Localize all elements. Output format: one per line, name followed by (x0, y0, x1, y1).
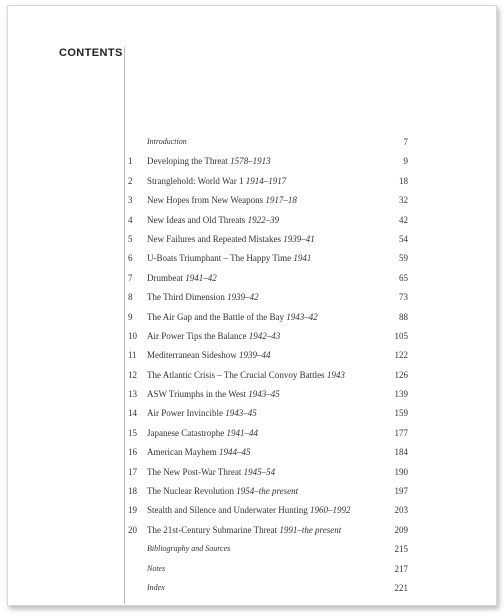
toc-entry-title-text: The New Post-War Threat (147, 466, 244, 477)
toc-entry-page: 177 (394, 427, 408, 438)
toc-entry-number: 20 (128, 524, 137, 535)
contents-heading: CONTENTS (59, 47, 123, 59)
toc-entry-title (147, 174, 286, 188)
toc-entry-title (147, 348, 270, 362)
toc-entry-dates: 1941–44 (226, 427, 258, 438)
toc-entry-dates: 1943–45 (225, 408, 257, 419)
toc-entry (128, 329, 408, 348)
toc-entry-title (147, 271, 217, 285)
toc-entry-title (147, 523, 341, 537)
toc-entry-title-text: Developing the Threat (147, 156, 231, 167)
toc-entry-title (147, 310, 318, 324)
toc-entry (128, 174, 408, 193)
toc-entry-page: 9 (403, 156, 408, 167)
table-of-contents (128, 135, 408, 600)
toc-entry-title-text: The Air Gap and the Battle of the Bay (147, 311, 287, 322)
toc-entry-title (147, 154, 271, 168)
toc-entry-title (147, 465, 275, 479)
toc-entry-number: 15 (128, 427, 137, 438)
toc-entry-number: 8 (128, 292, 133, 303)
toc-entry-number: 17 (128, 466, 137, 477)
toc-entry-number: 12 (128, 369, 137, 380)
toc-entry-title-text: The 21st-Century Submarine Threat (147, 524, 280, 535)
toc-entry-title (147, 503, 350, 517)
toc-entry-page: 32 (399, 195, 408, 206)
toc-entry-title-text: New Failures and Repeated Mistakes (147, 233, 284, 244)
toc-entry-title (147, 290, 259, 304)
toc-entry-number: 13 (128, 389, 137, 400)
toc-entry-page: 65 (399, 272, 408, 283)
toc-entry-number: 16 (128, 447, 137, 458)
toc-entry-number: 10 (128, 330, 137, 341)
toc-entry-dates: 1954–the present (236, 486, 299, 497)
toc-entry-page: 139 (394, 389, 408, 400)
toc-entry-title-text: Air Power Invincible (147, 408, 226, 419)
toc-entry-dates: 1942–43 (248, 330, 281, 341)
toc-entry-dates: 1939–42 (227, 292, 259, 303)
toc-entry-title (147, 445, 250, 459)
toc-entry-title-text: Japanese Catastrophe (147, 427, 227, 438)
toc-entry (128, 310, 408, 329)
toc-entry (128, 271, 408, 290)
toc-entry-number: 5 (128, 233, 133, 244)
toc-entry-title-text: Bibliography and Sources (147, 544, 231, 554)
toc-entry (128, 523, 408, 542)
toc-entry-page: 221 (394, 582, 408, 593)
toc-entry-page: 184 (394, 447, 408, 458)
toc-entry-title-text: Drumbeat (147, 272, 186, 283)
toc-entry-title (147, 581, 165, 595)
toc-entry (128, 426, 408, 445)
toc-entry (128, 135, 408, 154)
toc-entry-page: 126 (394, 369, 408, 380)
toc-entry-page: 88 (399, 311, 408, 322)
toc-entry-page: 73 (399, 292, 408, 303)
toc-entry-title (147, 387, 280, 401)
toc-entry-dates: 1945–54 (243, 466, 276, 477)
toc-entry-title-text: Notes (147, 563, 166, 573)
toc-entry-number: 19 (128, 505, 137, 516)
toc-entry-title (147, 213, 279, 227)
book-page (7, 5, 497, 606)
toc-entry-page: 203 (394, 505, 408, 516)
toc-entry-number: 9 (128, 311, 133, 322)
toc-entry (128, 213, 408, 232)
toc-entry-dates: 1922–39 (247, 214, 280, 225)
toc-entry-dates: 1943–45 (248, 389, 280, 400)
toc-entry-title (147, 484, 298, 498)
toc-entry-page: 7 (403, 137, 408, 147)
toc-entry-title-text: The Nuclear Revolution (147, 486, 237, 497)
toc-entry-title-text: The Atlantic Crisis – The Crucial Convoy Battles (147, 369, 327, 380)
toc-entry-title-text: American Mayhem (147, 447, 219, 458)
toc-entry (128, 542, 408, 561)
toc-entry-title (147, 193, 297, 207)
toc-entry-page: 215 (394, 544, 408, 555)
toc-entry-title (147, 329, 280, 343)
toc-entry-page: 217 (394, 563, 408, 574)
toc-entry-title-text: Index (147, 582, 165, 592)
toc-entry-number: 4 (128, 214, 133, 225)
toc-entry-title-text: The Third Dimension (147, 292, 228, 303)
toc-entry-number: 18 (128, 486, 137, 497)
toc-entry-dates: 1917–18 (265, 195, 297, 206)
toc-entry-title (147, 562, 165, 576)
toc-entry-number: 6 (128, 253, 133, 264)
toc-entry-number: 2 (128, 175, 133, 186)
toc-entry (128, 251, 408, 270)
toc-entry-title (147, 251, 311, 265)
toc-entry-dates: 1960–1992 (309, 505, 351, 516)
toc-entry-title (147, 426, 258, 440)
toc-entry-page: 18 (399, 175, 408, 186)
toc-entry-dates: 1943 (326, 369, 345, 380)
toc-entry (128, 406, 408, 425)
toc-entry-dates: 1941–42 (185, 272, 217, 283)
toc-entry-title (147, 368, 345, 382)
toc-entry-dates: 1944–45 (218, 447, 251, 458)
toc-entry-page: 42 (399, 214, 408, 225)
toc-entry (128, 154, 408, 173)
toc-entry-dates: 1914–1917 (245, 175, 287, 186)
toc-entry-page: 159 (394, 408, 408, 419)
toc-entry-page: 54 (399, 233, 408, 244)
toc-entry (128, 562, 408, 581)
toc-entry-page: 122 (394, 350, 408, 361)
toc-entry-title-text: Air Power Tips the Balance (147, 330, 249, 341)
toc-entry-dates: 1943–42 (286, 311, 318, 322)
toc-entry-number: 7 (128, 272, 133, 283)
toc-entry-page: 105 (394, 330, 408, 341)
toc-entry-page: 59 (399, 253, 408, 264)
toc-entry (128, 368, 408, 387)
toc-entry (128, 387, 408, 406)
toc-entry-dates: 1991–the present (279, 524, 342, 535)
toc-entry-dates: 1578–1913 (230, 156, 271, 167)
toc-entry (128, 232, 408, 251)
toc-entry-number: 14 (128, 408, 137, 419)
toc-entry (128, 581, 408, 600)
toc-entry-title (147, 406, 257, 420)
toc-entry-title (147, 232, 315, 246)
toc-entry-title-text: New Ideas and Old Threats (147, 214, 248, 225)
toc-entry-page: 190 (394, 466, 408, 477)
toc-entry-title-text: Stealth and Silence and Underwater Hunting (147, 505, 310, 516)
toc-entry-number: 11 (128, 350, 137, 361)
toc-entry (128, 465, 408, 484)
toc-entry-page: 197 (394, 486, 408, 497)
vertical-rule (124, 47, 125, 604)
toc-entry-title-text: Introduction (147, 137, 187, 146)
toc-entry (128, 348, 408, 367)
toc-entry-number: 1 (128, 156, 133, 167)
toc-entry (128, 484, 408, 503)
toc-entry-title-text: New Hopes from New Weapons (147, 195, 266, 206)
toc-entry-title-text: ASW Triumphs in the West (147, 389, 249, 400)
toc-entry-dates: 1939–44 (238, 350, 271, 361)
toc-entry-title (147, 542, 230, 556)
toc-entry (128, 503, 408, 522)
toc-entry-title-text: Stranglehold: World War 1 (147, 175, 246, 186)
toc-entry-page: 209 (394, 524, 408, 535)
toc-entry (128, 445, 408, 464)
toc-entry-title (147, 135, 187, 149)
toc-entry-title-text: Mediterranean Sideshow (147, 350, 239, 361)
toc-entry (128, 290, 408, 309)
toc-entry-number: 3 (128, 195, 133, 206)
toc-entry-dates: 1939–41 (283, 233, 315, 244)
toc-entry-title-text: U-Boats Triumphant – The Happy Time (147, 253, 294, 264)
toc-entry-dates: 1941 (293, 253, 312, 264)
toc-entry (128, 193, 408, 212)
